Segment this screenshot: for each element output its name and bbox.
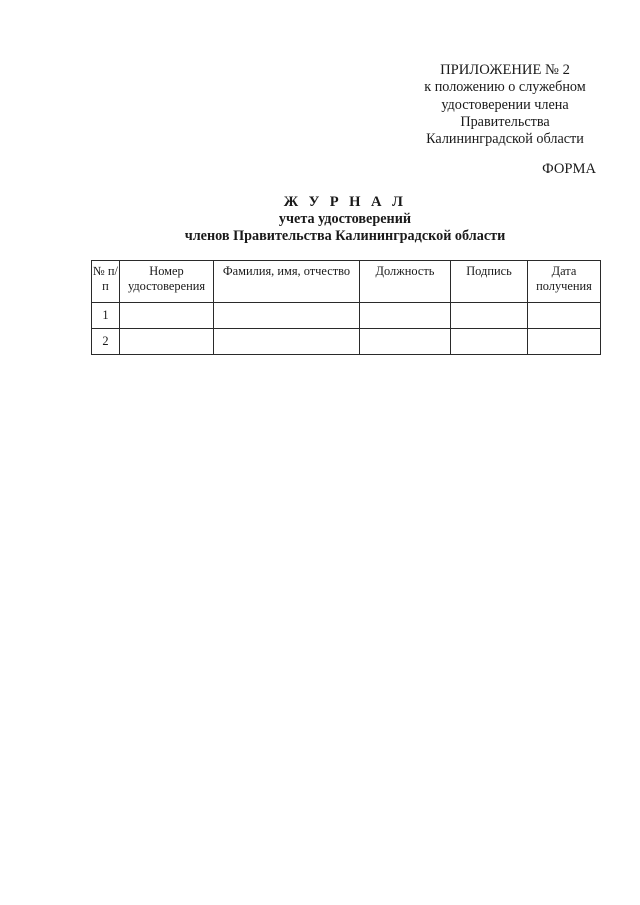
table-cell [360,329,451,355]
column-header-full-name: Фамилия, имя, отчество [214,261,360,303]
column-header-date-received: Дата получения [528,261,601,303]
table-row [92,329,601,355]
column-header-signature: Подпись [451,261,528,303]
table-row [92,303,601,329]
journal-table [91,260,601,355]
document-title [90,194,600,245]
appendix-line: Правительства [460,113,550,130]
table-cell [214,303,360,329]
table-cell [360,303,451,329]
table-cell [214,329,360,355]
table-cell [528,329,601,355]
table-cell [451,329,528,355]
appendix-line: удостоверении члена [441,96,569,113]
table-cell [120,303,214,329]
title-line: членов Правительства Калининградской области [184,228,506,244]
table-cell [451,303,528,329]
column-header-number: № п/п [92,261,120,303]
appendix-line: Калининградской области [426,131,584,148]
form-label: ФОРМА [542,161,596,177]
table-cell-number: 1 [92,303,120,329]
table-cell [528,303,601,329]
title-line: учета удостоверений [278,211,412,227]
appendix-block [400,62,610,148]
appendix-title: ПРИЛОЖЕНИЕ № 2 [440,62,570,78]
table-header-row [92,261,601,303]
journal-heading: Ж У Р Н А Л [283,194,407,210]
appendix-line: к положению о служебном [424,79,586,96]
column-header-certificate-number: Номер удостоверения [120,261,214,303]
column-header-position: Должность [360,261,451,303]
table-cell-number: 2 [92,329,120,355]
table-cell [120,329,214,355]
